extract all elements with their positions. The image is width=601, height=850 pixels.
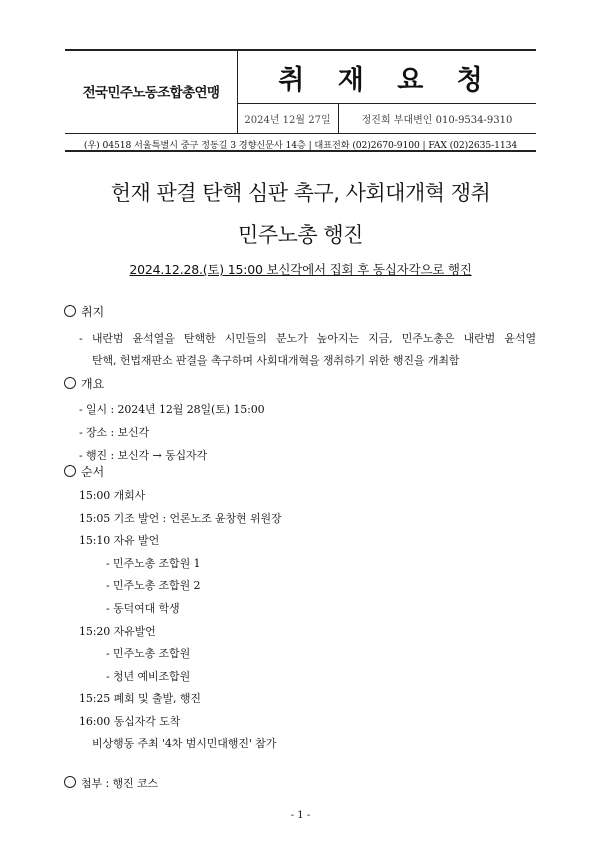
organization-name: 전국민주노동조합총연맹: [82, 85, 220, 101]
attachment-line: [64, 775, 158, 791]
headline-line-2: 민주노총 행진: [238, 223, 363, 247]
page-number: - 1 -: [290, 810, 311, 821]
circle-bullet-icon: [64, 465, 76, 477]
order-item: 15:25 폐회 및 출발, 행진: [79, 692, 201, 705]
section-title-text: 개요: [81, 377, 105, 391]
purpose-line-1: - 내란범 윤석열을 탄핵한 시민들의 분노가 높아지는 지금, 민주노총은 내란범 윤석열: [79, 332, 536, 345]
address-line: (우) 04518 서울특별시 중구 정동길 3 경향신문사 14층 | 대표전화 (02)2670-9100 | FAX (02)2635-1134: [83, 140, 518, 151]
order-note: 비상행동 주최 '4차 범시민대행진' 참가: [92, 737, 277, 750]
header-inner-rule: [237, 103, 536, 104]
header-top-rule: [65, 49, 536, 51]
section-title-text: 순서: [81, 465, 105, 479]
overview-when: - 일시 : 2024년 12월 28일(토) 15:00: [79, 403, 265, 416]
circle-bullet-icon: [64, 776, 76, 788]
order-item: 16:00 동십자각 도착: [79, 715, 181, 728]
order-subitem: - 민주노총 조합원 2: [106, 579, 201, 592]
circle-bullet-icon: [64, 377, 76, 389]
section-overview-title: [64, 375, 104, 392]
document-type-title: 취 재 요 청: [278, 65, 495, 96]
order-subitem: - 동덕여대 학생: [106, 602, 180, 615]
order-subitem: - 민주노총 조합원 1: [106, 557, 201, 570]
order-item: 15:20 자유발언: [79, 625, 156, 638]
section-order-title: [64, 463, 104, 480]
section-purpose-title: [64, 303, 104, 320]
headline-line-1: 헌재 판결 탄핵 심판 촉구, 사회대개혁 쟁취: [110, 181, 491, 205]
order-item: 15:05 기조 발언 : 언론노조 윤창현 위원장: [79, 512, 282, 525]
release-date: 2024년 12월 27일: [244, 115, 331, 126]
section-title-text: 취지: [81, 305, 105, 319]
header-middle-rule: [65, 133, 536, 134]
purpose-line-2: 탄핵, 헌법재판소 판결을 촉구하며 사회대개혁을 쟁취하기 위한 행진을 개최함: [92, 354, 460, 367]
overview-where: - 장소 : 보신각: [79, 426, 150, 439]
order-subitem: - 민주노총 조합원: [106, 647, 191, 660]
order-item: 15:10 자유 발언: [79, 534, 160, 547]
order-item: 15:00 개회사: [79, 489, 146, 502]
overview-march: - 행진 : 보신각 → 동십자각: [79, 449, 208, 462]
order-subitem: - 청년 예비조합원: [106, 670, 191, 683]
headline-subtitle: 2024.12.28.(토) 15:00 보신각에서 집회 후 동십자각으로 행진: [129, 262, 472, 277]
circle-bullet-icon: [64, 305, 76, 317]
contact-info: 정진희 부대변인 010-9534-9310: [361, 115, 513, 126]
attachment-label: 첨부 : 행진 코스: [81, 777, 158, 790]
